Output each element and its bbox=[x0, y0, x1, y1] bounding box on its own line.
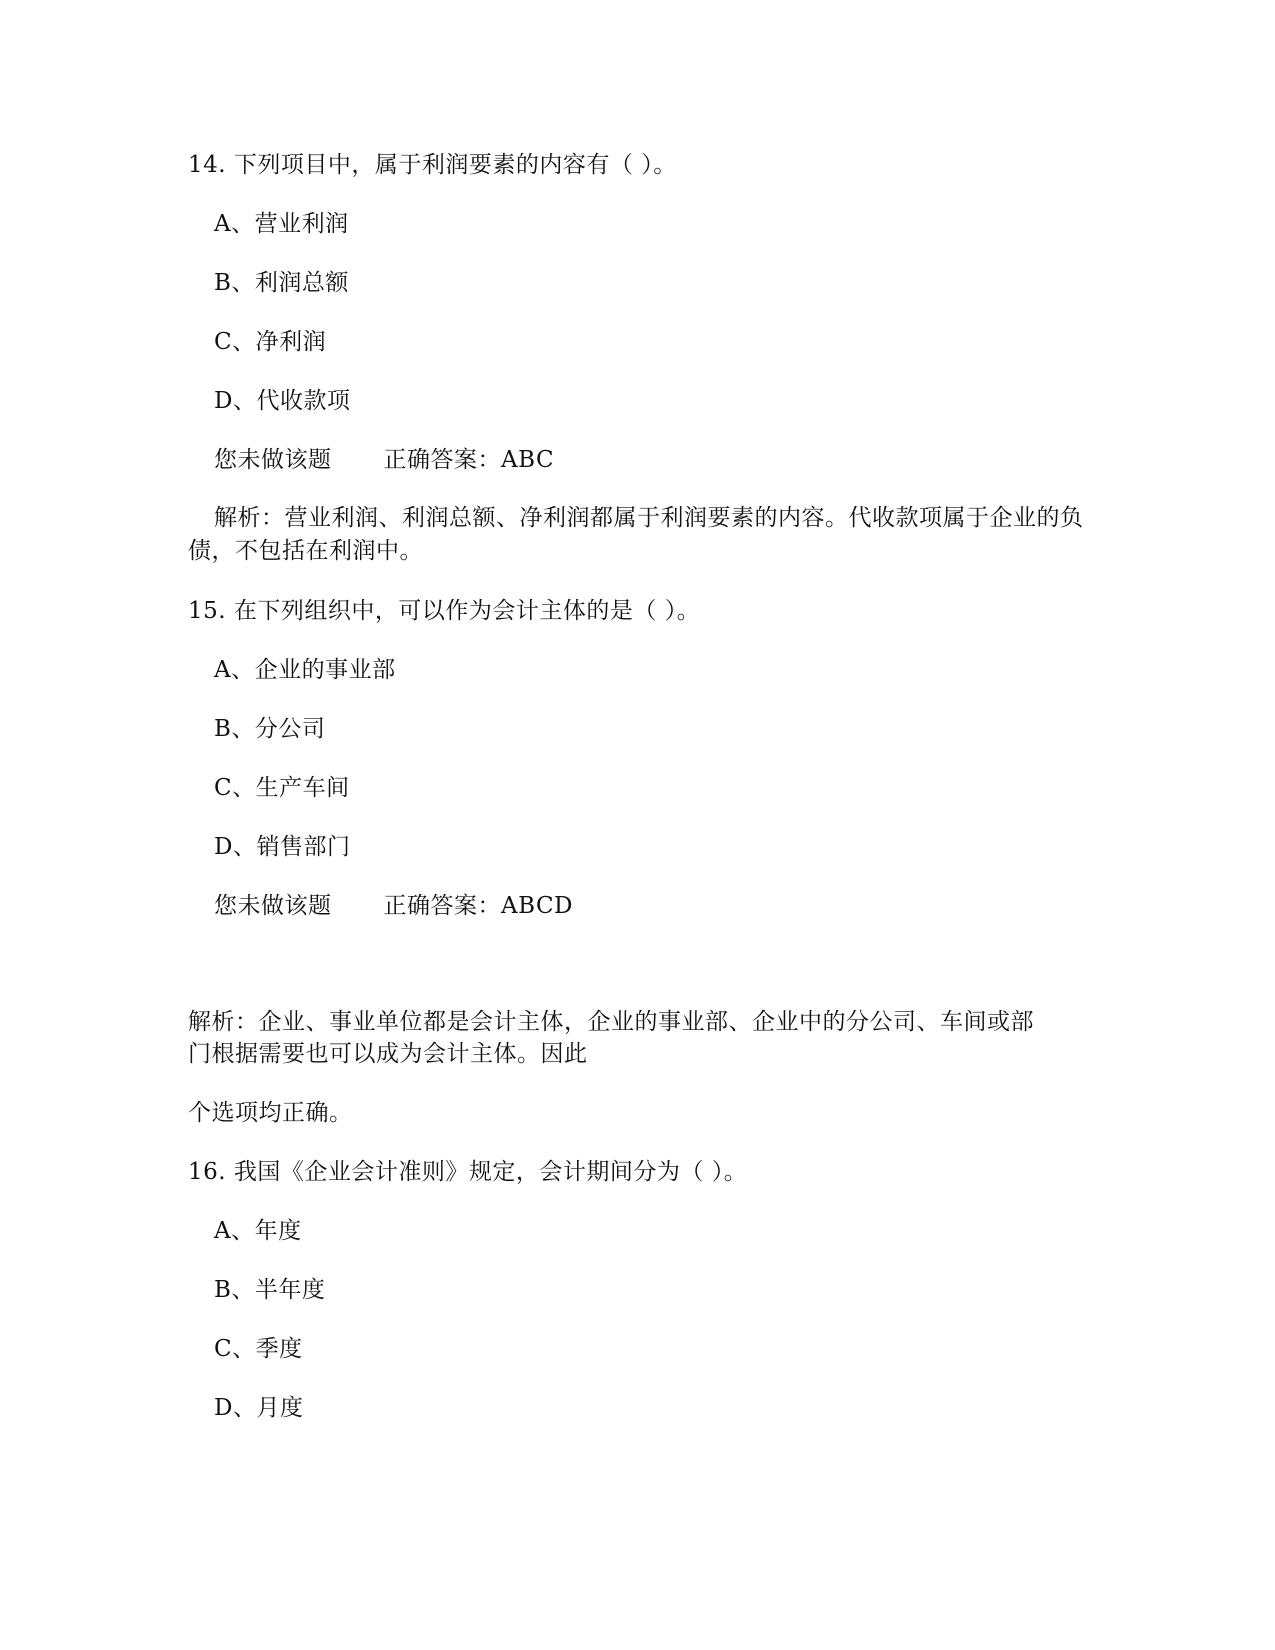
question-15-analysis-line-2: 门根据需要也可以成为会计主体。因此 bbox=[188, 1041, 588, 1067]
question-14-analysis: 解析：营业利润、利润总额、净利润都属于利润要素的内容。代收款项属于企业的负债，不包括在利润中。 bbox=[188, 505, 1084, 564]
question-14-answer: 正确答案：ABC bbox=[383, 447, 555, 473]
question-15-option-a: A、企业的事业部 bbox=[214, 657, 396, 683]
question-14-status: 您未做该题 bbox=[214, 447, 332, 473]
question-16-option-a: A、年度 bbox=[214, 1218, 302, 1244]
question-16-stem: 16. 我国《企业会计准则》规定，会计期间分为（ ）。 bbox=[188, 1159, 748, 1185]
question-14-stem: 14. 下列项目中，属于利润要素的内容有（ ）。 bbox=[188, 152, 677, 178]
question-14-option-c: C、净利润 bbox=[214, 329, 327, 355]
question-15-result bbox=[214, 891, 573, 921]
question-15-option-c: C、生产车间 bbox=[214, 775, 350, 801]
question-15-answer: 正确答案：ABCD bbox=[383, 893, 573, 919]
question-15-analysis-line-1: 解析：企业、事业单位都是会计主体，企业的事业部、企业中的分公司、车间或部 bbox=[188, 1009, 1034, 1035]
question-15-option-d: D、销售部门 bbox=[214, 834, 351, 860]
question-14-option-d: D、代收款项 bbox=[214, 388, 351, 414]
question-16-option-b: B、半年度 bbox=[214, 1277, 326, 1303]
question-15-status: 您未做该题 bbox=[214, 893, 332, 919]
question-15-analysis-line-3: 个选项均正确。 bbox=[188, 1100, 353, 1126]
question-15-option-b: B、分公司 bbox=[214, 716, 326, 742]
question-16-option-d: D、月度 bbox=[214, 1395, 304, 1421]
question-16-option-c: C、季度 bbox=[214, 1336, 303, 1362]
question-14-option-a: A、营业利润 bbox=[214, 211, 349, 237]
question-14-result bbox=[214, 445, 554, 475]
question-15-stem: 15. 在下列组织中，可以作为会计主体的是（ ）。 bbox=[188, 598, 701, 624]
question-14-option-b: B、利润总额 bbox=[214, 270, 349, 296]
